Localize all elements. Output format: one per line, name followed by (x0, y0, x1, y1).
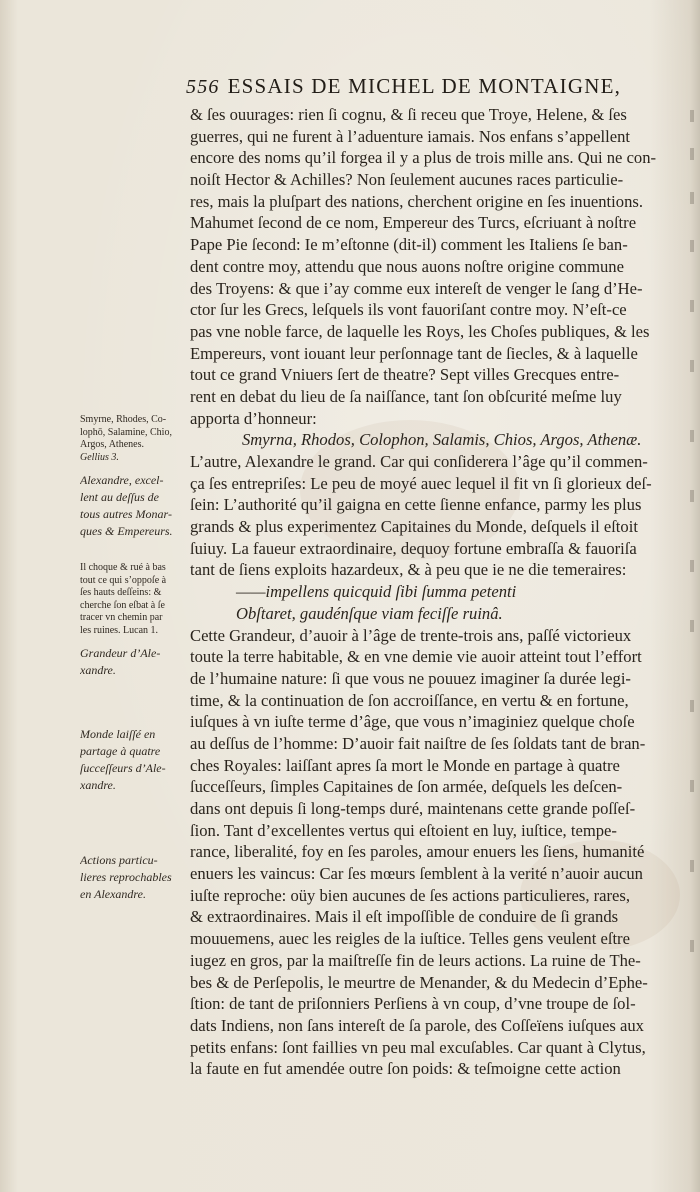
page-number: 556 (186, 76, 220, 98)
text-line: ſuiuy. La faueur extraordinaire, dequoy fortune embraſſa & fauoriſa (190, 538, 637, 558)
note-line: lieres reprochables (80, 870, 172, 884)
text-line: des Troyens: & que i’ay comme eux intereſt de venger le ſang d’He- (190, 278, 643, 298)
text-line: au deſſus de l’homme: D’auoir fait naiſtre de ſes ſoldats tant de bran- (190, 733, 646, 753)
text-line: grands & plus experimentez Capitaines du Monde, deſquels il eſtoit (190, 517, 638, 537)
text-line: encore des noms qu’il forgea il y a plus de trois mille ans. Qui ne con- (190, 148, 657, 168)
text-line: time, & la continuation de ſon accroiſſance, en vertu & en fortune, (190, 690, 629, 710)
text-line: dent contre moy, attendu que nous auons noſtre origine commune (190, 256, 624, 276)
text-line: toute la terre habitable, & en vne demie vie auoir atteint tout l’effort (190, 647, 642, 667)
text-line: dats Indiens, non ſans intereſt de ſa parole, des Coſſeïens iuſques aux (190, 1015, 644, 1035)
note-line: lent au deſſus de (80, 490, 159, 504)
note-line: Il choque & rué à bas (80, 562, 166, 573)
note-line: tous autres Monar- (80, 507, 172, 521)
text-line: iuſques à vn iuſte terme d’âge, que vous n’imaginiez quelque choſe (190, 712, 635, 732)
text-line: ches Royales: laiſſant apres ſa mort le Monde en partage à quatre (190, 755, 620, 775)
text-line: iuſte reproche: oüy bien aucunes de ſes actions particulieres, rares, (190, 885, 631, 905)
text-line: Pape Pie ſecond: Ie m’eſtonne (dit-il) comment les Italiens ſe ban- (190, 235, 628, 255)
running-header (186, 74, 646, 99)
text-line: pas vne noble farce, de laquelle les Roys, les Choſes publiques, & les (190, 321, 650, 341)
text-line: ſein: L’authorité qu’il gaigna en cette ſienne enfance, parmy les plus (190, 495, 642, 515)
text-line: noiſt Hector & Achilles? Non ſeulement aucunes races particulie- (190, 170, 624, 190)
margin-note-grandeur (80, 645, 186, 679)
margin-note-smyrna (80, 414, 186, 464)
text-line: apporta d’honneur: (190, 408, 317, 428)
note-line: en Alexandre. (80, 887, 146, 901)
text-line: ſtion: de tant de priſonniers Perſiens à vn coup, d’vne troupe de ſol- (190, 994, 636, 1014)
text-line: res, mais la pluſpart des nations, cherchent origine en ſes inuentions. (190, 191, 643, 211)
text-line: ctor ſur les Grecs, leſquels ils vont fauoriſant contre moy. N’eſt-ce (190, 300, 627, 320)
note-line: partage à quatre (80, 744, 161, 758)
margin-note-choque (80, 562, 186, 637)
verse-quote-line: Smyrna, Rhodos, Colophon, Salamis, Chios, Argos, Athenæ. (242, 430, 642, 450)
text-line: ſucceſſeurs, ſimples Capitaines de ſon armée, deſquels les deſcen- (190, 777, 623, 797)
text-line: la faute en fut amendée outre ſon poids: & teſmoigne cette action (190, 1059, 621, 1079)
note-line: tracer vn chemin par (80, 612, 163, 623)
text-line: mouuemens, auec les reigles de la iuſtice. Telles gens veulent eſtre (190, 929, 630, 949)
main-text-block (190, 104, 682, 1080)
text-line: L’autre, Alexandre le grand. Car qui conſiderera l’âge qu’il commen- (190, 452, 648, 471)
text-line: enuers les vaincus: Car ſes mœurs ſemblent à la verité n’auoir aucun (190, 864, 643, 884)
note-line: lophō, Salamine, Chio, (80, 426, 172, 438)
text-line: de l’humaine nature: ſi que vous ne pouuez imaginer ſa durée legi- (190, 668, 631, 688)
text-line: tant de ſiens exploits hazardeux, & à peu que ie ne die temeraires: (190, 560, 627, 580)
note-line: Grandeur d’Ale- (80, 646, 161, 660)
text-line: dans ont depuis ſi long-temps duré, maintenans cette grande poſſeſ- (190, 799, 636, 818)
note-line: ſucceſſeurs d’Ale- (80, 761, 166, 775)
note-line: Gellius 3. (80, 451, 119, 463)
text-line: iugez en gros, par la maiſtreſſe fin de leurs actions. La ruine de The- (190, 950, 641, 970)
latin-quote-line: ——impellens quicquid ſibi ſumma petenti (236, 582, 517, 602)
note-line: Monde laiſſé en (80, 727, 156, 741)
margin-note-monde (80, 726, 186, 794)
text-line: Cette Grandeur, d’auoir à l’âge de trente-trois ans, paſſé victorieux (190, 625, 632, 645)
note-line: Argos, Athenes. (80, 439, 144, 450)
margin-note-alexandre (80, 472, 186, 540)
text-line: ſion. Tant d’excellentes vertus qui eſtoient en luy, iuſtice, tempe- (190, 820, 617, 840)
text-line: & extraordinaires. Mais il eſt impoſſible de conduire de ſi grands (190, 907, 619, 927)
note-line: ques & Empereurs. (80, 524, 173, 538)
text-line: tout ce grand Vniuers ſert de theatre? Sept villes Grecques entre- (190, 365, 620, 385)
running-title: ESSAIS DE MICHEL DE MONTAIGNE, (227, 74, 622, 98)
text-line: ça ſes entrepriſes: Le peu de moyé auec lequel il fit vn ſi glorieux deſ- (190, 473, 652, 493)
text-line: Empereurs, vont iouant leur perſonnage tant de ſiecles, & à laquelle (190, 343, 638, 363)
note-line: cherche ſon eſbat à ſe (80, 599, 165, 611)
text-line: & ſes ouurages: rien ſi cognu, & ſi receu que Troye, Helene, & ſes (190, 105, 627, 124)
margin-note-actions (80, 852, 186, 903)
note-line: les ruines. Lucan 1. (80, 624, 159, 636)
text-line: petits enfans: ſont faillies vn peu mal excuſables. Car quant à Clytus, (190, 1037, 646, 1057)
text-line: Mahumet ſecond de ce nom, Empereur des Turcs, eſcriuant à noſtre (190, 213, 637, 233)
note-line: xandre. (80, 778, 116, 792)
text-line: rance, liberalité, foy en ſes paroles, amour enuers les ſiens, humanité (190, 842, 645, 862)
text-line: guerres, qui ne furent à l’aduenture iamais. Nos enfans s’appellent (190, 126, 631, 146)
note-line: ſes hauts deſſeins: & (80, 587, 162, 598)
latin-quote-line: Obſtaret, gaudénſque viam feciſſe ruinâ. (236, 603, 503, 623)
text-line: rent en debat du lieu de ſa naiſſance, tant ſon obſcurité meſme luy (190, 386, 622, 406)
note-line: xandre. (80, 663, 116, 677)
note-line: Actions particu- (80, 853, 158, 867)
note-line: tout ce qui s’oppoſe à (80, 574, 167, 586)
bleed-through-marks (688, 100, 698, 1000)
note-line: Smyrne, Rhodes, Co- (80, 414, 167, 425)
note-line: Alexandre, excel- (80, 473, 164, 487)
text-line: bes & de Perſepolis, le meurtre de Menander, & du Medecin d’Ephe- (190, 972, 648, 992)
